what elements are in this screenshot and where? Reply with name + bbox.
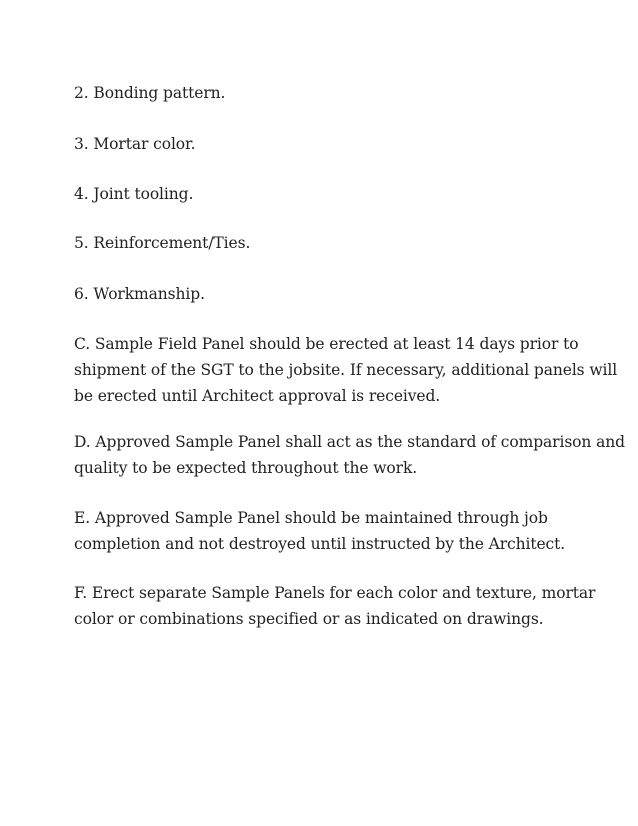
paragraph-c bbox=[74, 331, 618, 409]
paragraph-line: F. Erect separate Sample Panels for each color and texture, mortar bbox=[74, 584, 596, 602]
paragraph-line: quality to be expected throughout the work. bbox=[74, 459, 418, 477]
paragraph-line: shipment of the SGT to the jobsite. If necessary, additional panels will bbox=[74, 361, 618, 379]
paragraph-e bbox=[74, 505, 574, 557]
list-item-mortar-color bbox=[74, 131, 574, 157]
list-item-joint-tooling bbox=[74, 181, 574, 207]
paragraph-line: C. Sample Field Panel should be erected at least 14 days prior to bbox=[74, 335, 579, 353]
list-item-reinforcement-ties bbox=[74, 230, 574, 256]
paragraph-line: be erected until Architect approval is received. bbox=[74, 387, 441, 405]
list-item-workmanship bbox=[74, 281, 574, 307]
list-item-text: 6. Workmanship. bbox=[74, 285, 205, 303]
paragraph-f bbox=[74, 580, 596, 632]
list-item-text: 2. Bonding pattern. bbox=[74, 84, 226, 102]
paragraph-line: E. Approved Sample Panel should be maintained through job bbox=[74, 509, 548, 527]
list-item-bonding-pattern bbox=[74, 80, 574, 106]
paragraph-line: D. Approved Sample Panel shall act as the standard of comparison and bbox=[74, 433, 625, 451]
paragraph-d bbox=[74, 429, 625, 481]
list-item-text: 5. Reinforcement/Ties. bbox=[74, 234, 251, 252]
list-item-text: 4. Joint tooling. bbox=[74, 185, 194, 203]
list-item-text: 3. Mortar color. bbox=[74, 135, 196, 153]
paragraph-line: completion and not destroyed until instructed by the Architect. bbox=[74, 535, 566, 553]
paragraph-line: color or combinations specified or as indicated on drawings. bbox=[74, 610, 544, 628]
